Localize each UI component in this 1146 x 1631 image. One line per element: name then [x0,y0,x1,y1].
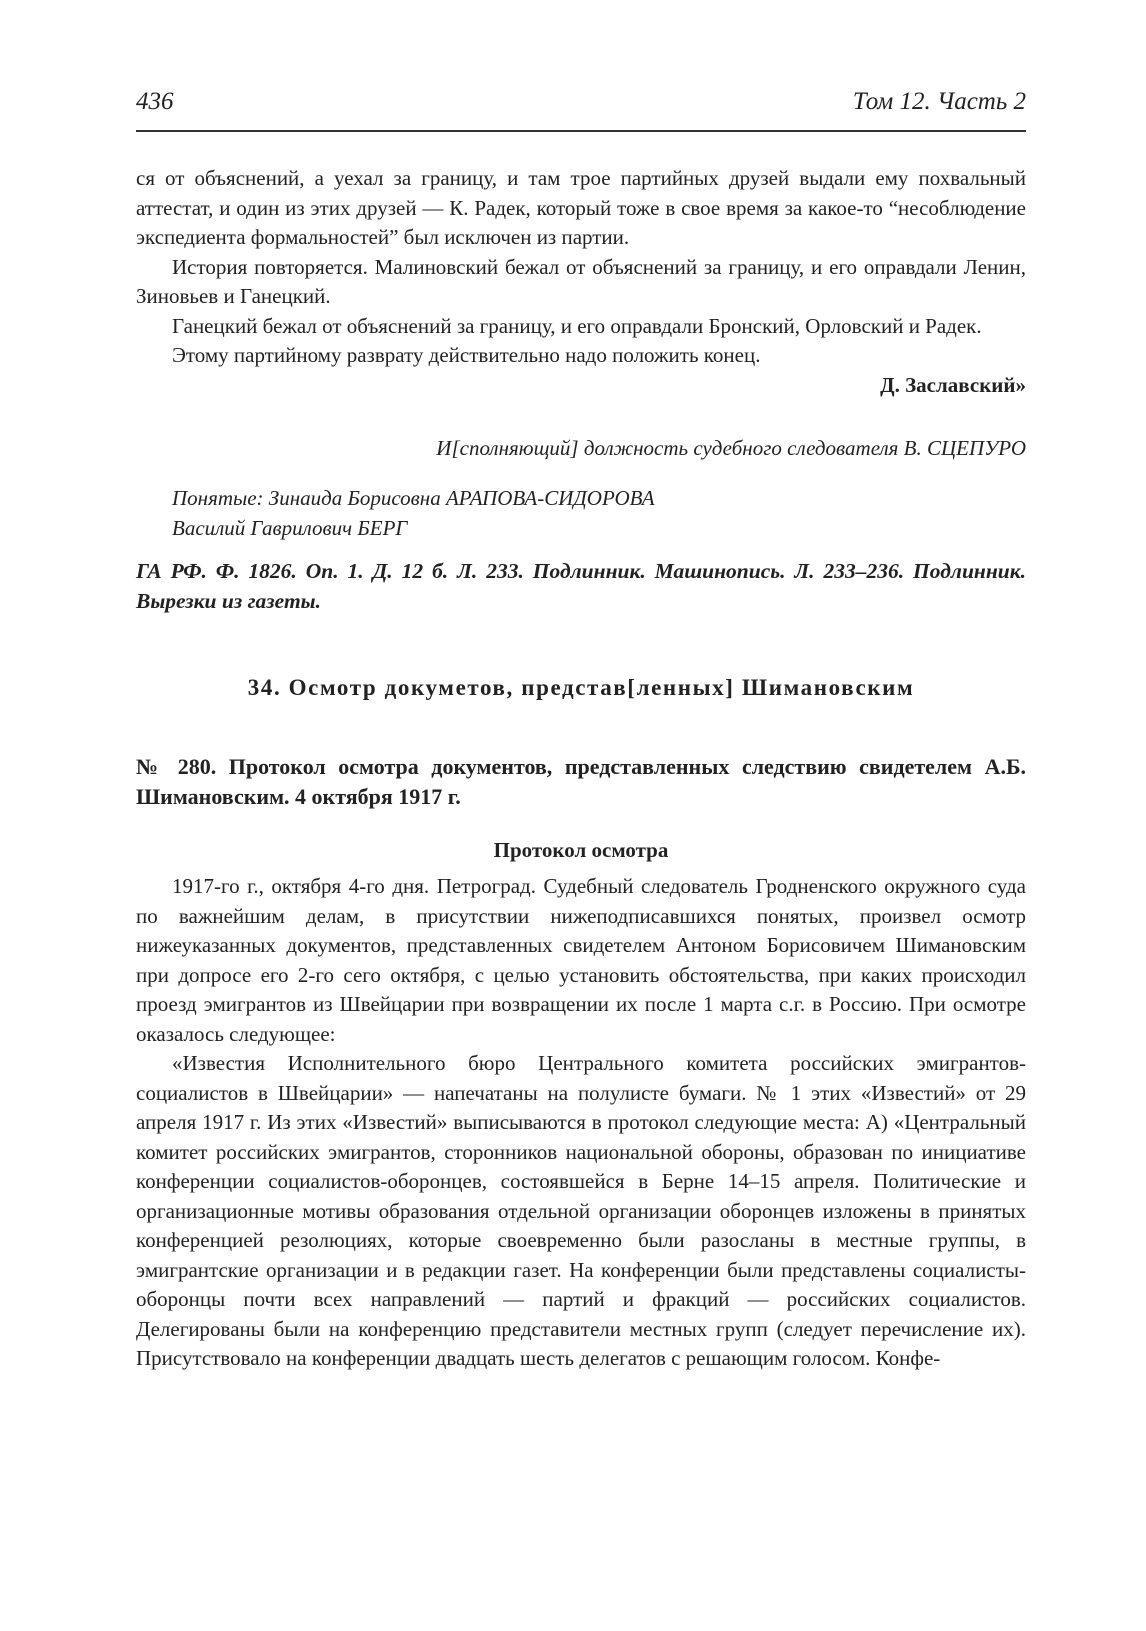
page-number: 436 [136,88,174,115]
archive-reference: ГА РФ. Ф. 1826. Оп. 1. Д. 12 б. Л. 233. Подлинник. Машинопись. Л. 233–236. Подлинник. Вырезки из газеты. [136,559,1026,613]
paragraph: «Известия Исполнительного бюро Центрального комитета российских эмигрантов-социалистов в Швейцарии» — напечатаны на полулисте бумаги. № 1 этих «Известий» от 29 апреля 1917 г. Из этих «Известий» выписываются в протокол следующие места: А) «Центральный комитет российских эмигрантов, сторонников национальной обороны, образован по инициативе конференции социалистов-оборонцев, состоявшейся в Берне 14–15 апреля. Политические и организационные мотивы образования отдельной организации оборонцев изложены в принятых конференцией резолюциях, которые своевременно были разосланы в местные группы, в эмигрантские организации и в редакции газет. На конференции были представлены социалисты-оборонцы почти всех направлений — партий и фракций — российских социалистов. Делегированы были на конференцию представители местных групп (следует перечисление их). Присутствовало на конференции двадцать шесть делегатов с решающим голосом. Конфе- [136,1051,1026,1370]
running-title: Том 12. Часть 2 [852,88,1026,115]
paragraph: Этому партийному разврату действительно надо положить конец. [172,343,761,367]
header-rule [136,130,1026,132]
investigator-signature: И[сполняющий] должность судебного следователя В. СЦЕПУРО [436,436,1026,460]
section-heading: 34. Осмотр докуметов, представ[ленных] Шимановским [247,675,915,700]
page-header [136,88,1026,128]
protocol-text-block [136,872,1026,1374]
top-text-block [136,164,1026,400]
article-signature: Д. Заславский» [880,372,1026,397]
paragraph: 1917-го г., октября 4-го дня. Петроград. Судебный следователь Гродненского окружного суда по важнейшим делам, в присутствии нижеподписавшихся понятых, произвел осмотр нижеуказанных документов, представленных свидетелем Антоном Борисовичем Шимановским при допросе его 2-го сего октября, с целью установить обстоятельства, при каких происходил проезд эмигрантов из Швейцарии при возвращении их после 1 марта с.г. в Россию. При осмотре оказалось следующее: [136,874,1026,1046]
protocol-title: Протокол осмотра [493,838,669,862]
paragraph: Ганецкий бежал от объяснений за границу, и его оправдали Бронский, Орловский и Радек. [172,313,982,338]
witness-line: Василий Гаврилович БЕРГ [172,515,408,540]
paragraph: История повторяется. Малиновский бежал от объяснений за границу, и его оправдали Ленин, Зиновьев и Ганецкий. [136,254,1026,308]
witnesses-block [172,484,972,543]
paragraph-continuation: ся от объяснений, а уехал за границу, и там трое партийных друзей выдали ему похвальный аттестат, и один из этих друзей — К. Радек, который тоже в свое время за какое-то “несоблюдение экспедиента формальностей” был исключен из партии. [136,166,1026,249]
witness-line: Понятые: Зинаида Борисовна АРАПОВА-СИДОРОВА [172,486,655,510]
document-heading: № 280. Протокол осмотра документов, представленных следствию свидетелем А.Б. Шимановским. 4 октября 1917 г. [136,754,1026,809]
